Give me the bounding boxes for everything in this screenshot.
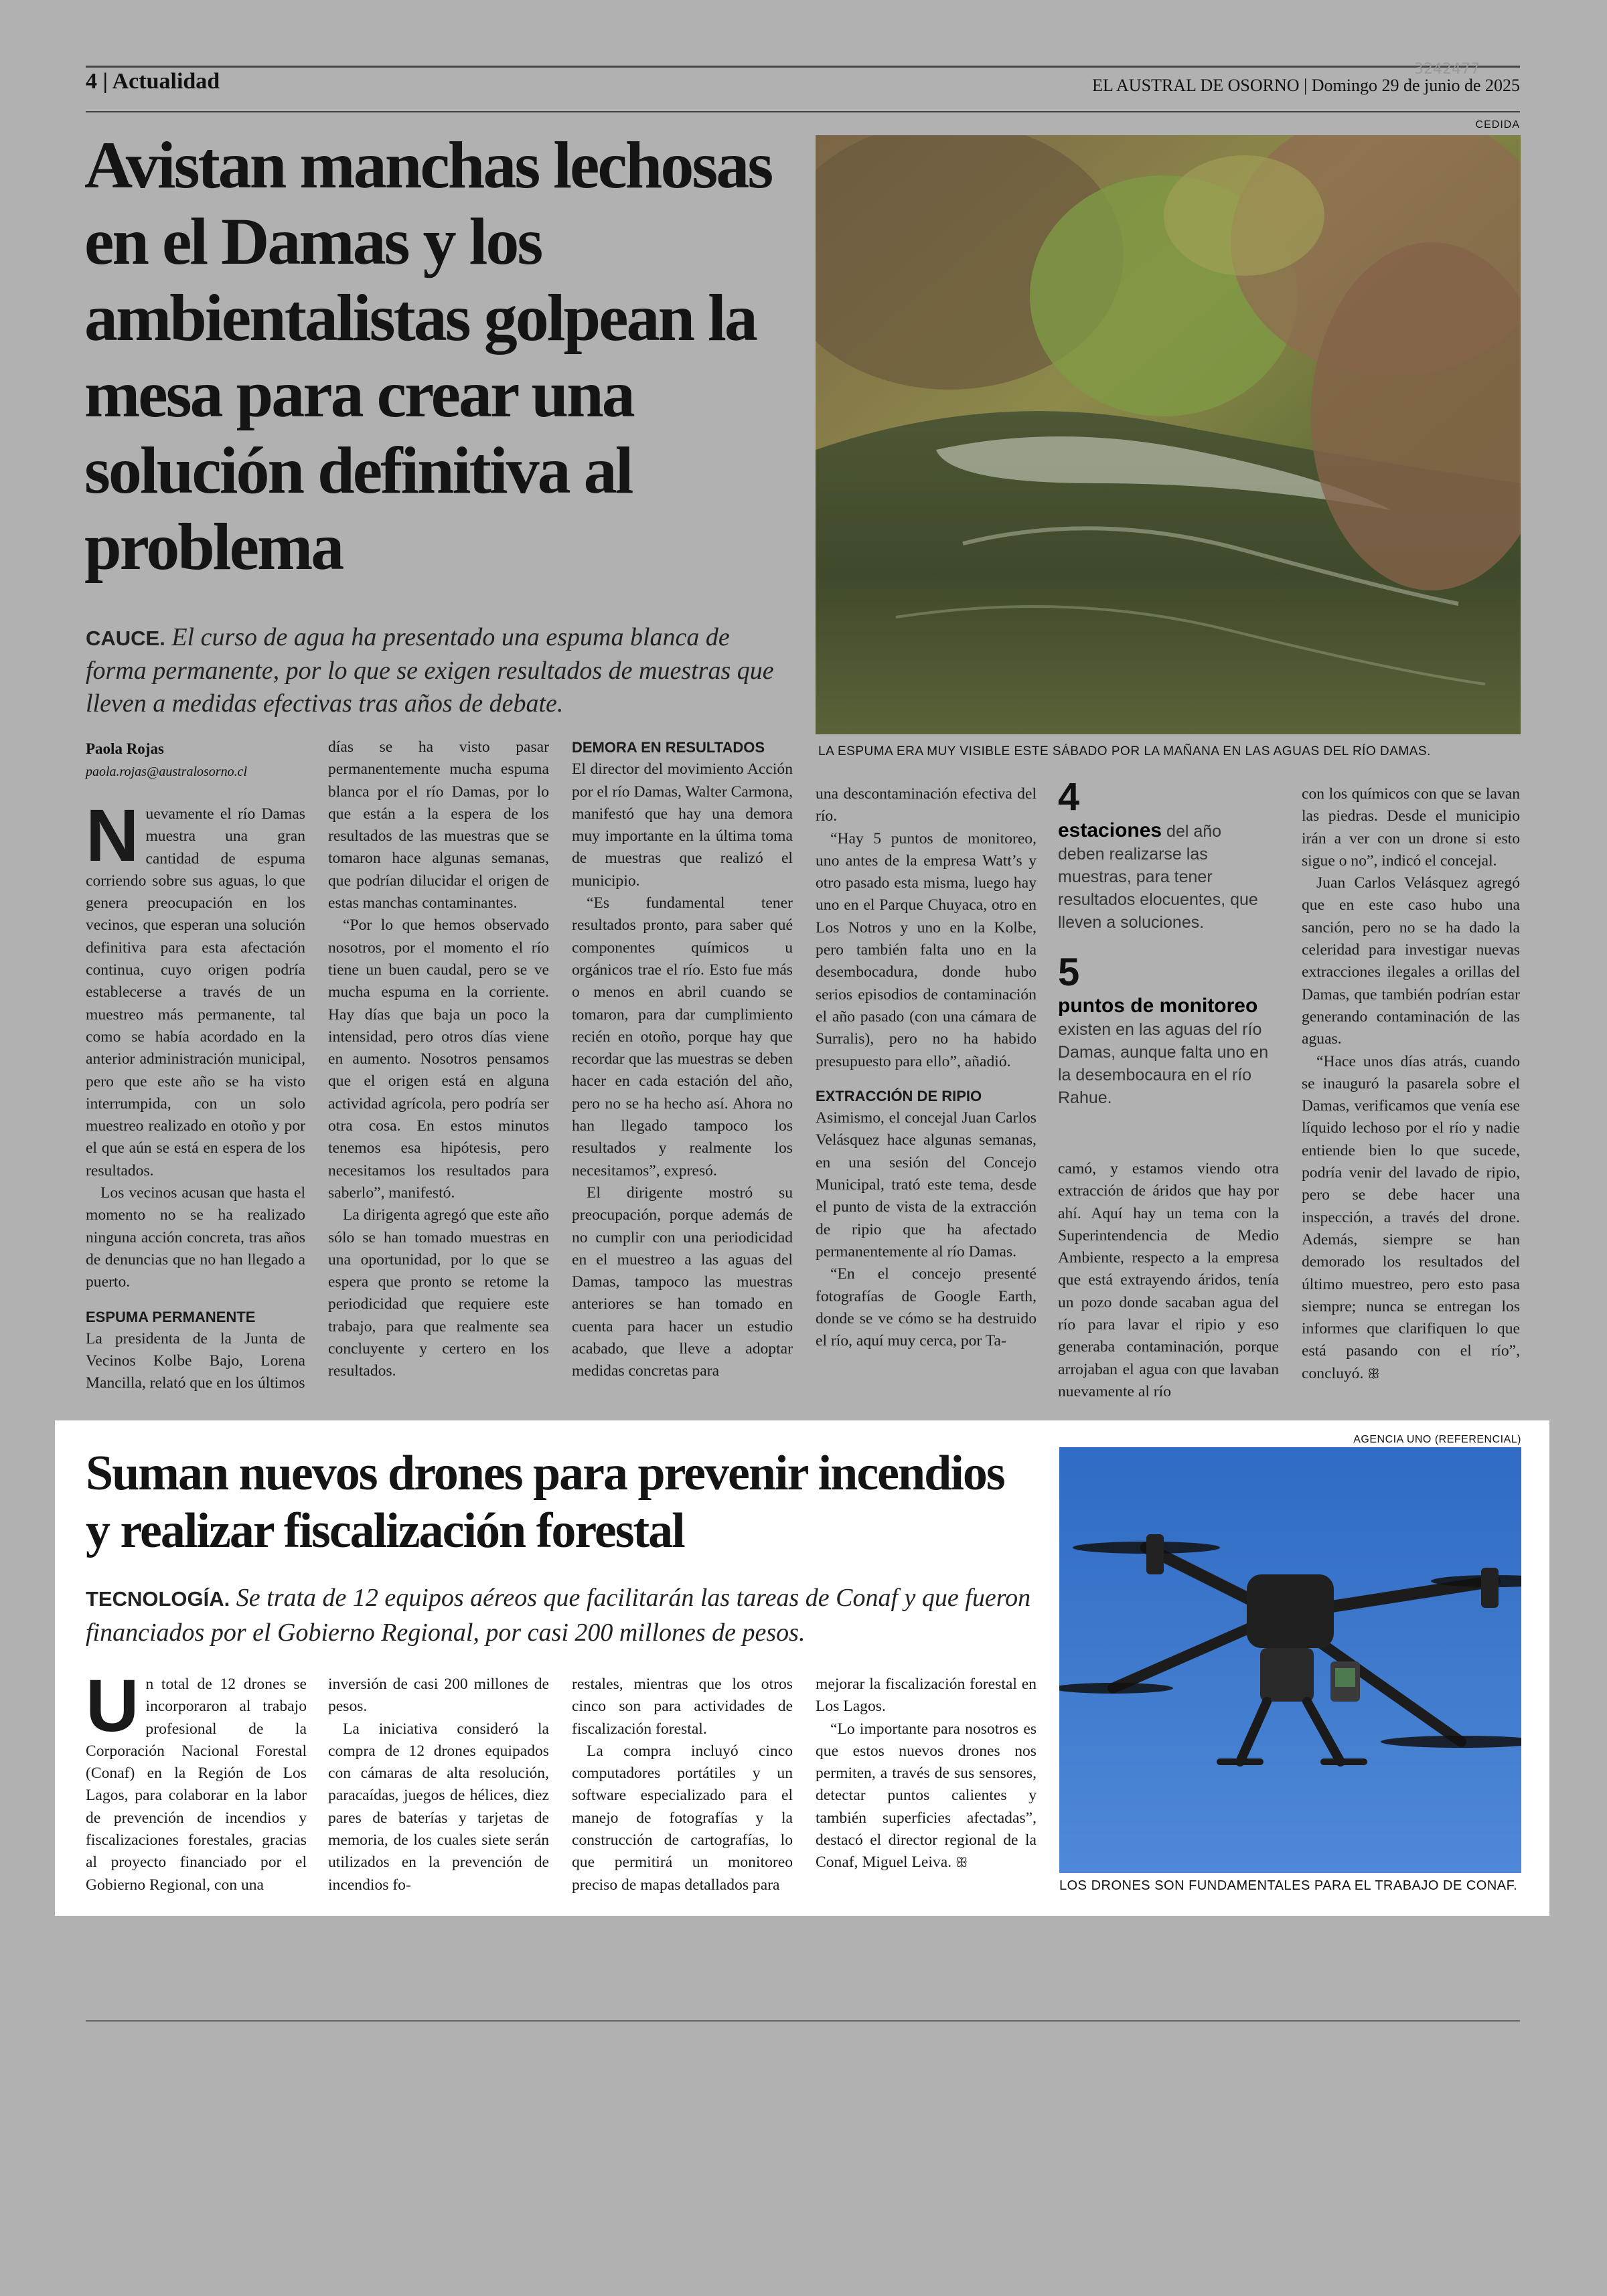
article2-column-3 xyxy=(572,1673,793,1896)
author-email[interactable]: paola.rojas@australosorno.cl xyxy=(86,764,248,779)
page-footer-rule xyxy=(86,2020,1520,2022)
article1-column-3 xyxy=(572,736,793,1383)
end-mark-icon: ꕥ xyxy=(1367,1365,1380,1382)
stat-estaciones xyxy=(1058,775,1272,934)
article1-dropcap: N xyxy=(86,795,139,877)
publication-date: Domingo 29 de junio de 2025 xyxy=(1311,76,1520,95)
article2-column-4 xyxy=(816,1673,1037,1874)
article1-paragraph: La dirigenta agregó que este año sólo se han tomado muestras en una oportunidad, por lo que se espera que pronto se retome la periodicidad que requiere este trabajo, para que realmente sea concluyente y certero en los resultados. xyxy=(328,1206,549,1380)
article1-column-5 xyxy=(1058,1158,1279,1403)
article2-paragraph: “Lo importante para nosotros es que estos nuevos drones nos permiten, a través de sus sensores, detectar puntos calientes y también superficies afectadas”, destacó el director regional de la Conaf, Miguel Leiva. xyxy=(816,1720,1037,1872)
article1-paragraph: Los vecinos acusan que hasta el momento no se ha realizado ninguna acción concreta, tras años de denuncias que no han llegado a puerto. xyxy=(86,1184,305,1291)
article1-paragraph: Asimismo, el concejal Juan Carlos Velásquez hace algunas semanas, en una sesión del Concejo Municipal, trató este tema, desde el punto de vista de la extracción de ripio que ha afectado permanentemente al río Damas. xyxy=(816,1109,1037,1260)
article1-paragraph: La presidenta de la Junta de Vecinos Kolbe Bajo, Lorena Mancilla, relató que en los últimos xyxy=(86,1329,305,1392)
subheading-espuma-permanente: ESPUMA PERMANENTE xyxy=(86,1308,256,1325)
article2-headline: Suman nuevos drones para prevenir incendios y realizar fiscalización forestal xyxy=(86,1446,1004,1558)
article2-paragraph: La iniciativa consideró la compra de 12 drones equipados con cámaras de alta resolución, paracaídas, juegos de hélices, diez pares de baterías y tarjetas de memoria, de los cuales siete serán utilizados en la prevención de incendios fo- xyxy=(328,1720,549,1894)
article1-paragraph: El director del movimiento Acción por el río Damas, Walter Carmona, manifestó que hay una demora muy importante en la última toma de muestras que realizó el municipio. xyxy=(572,760,793,890)
article2-dropcap: U xyxy=(86,1665,139,1747)
river-photo-image xyxy=(816,135,1521,734)
article1-column-1 xyxy=(86,795,305,1395)
article1-paragraph: “En el concejo presenté fotografías de Google Earth, donde se ve cómo se ha destruido el río, aquí muy cerca, por Ta- xyxy=(816,1265,1037,1350)
article1-paragraph: uevamente el río Damas muestra una gran cantidad de espuma corriendo sobre sus aguas, lo que genera preocupación en los vecinos, que esperan una solución definitiva para esta afectación continua, cuyo origen podría establecerse a través de un muestreo más permanente, tal como se había acordado en la anterior administración municipal, pero que este año se ha visto interrumpida, con un solo muestreo realizado en otoño y por el que aún se está en espera de los resultados. xyxy=(86,805,305,1179)
article1-paragraph: Juan Carlos Velásquez agregó que en este caso hubo una sanción, pero no se ha dado la celeridad para investigar nuevas extracciones ilegales a orillas del Damas, que también podrían estar generando contaminación de las aguas. xyxy=(1302,874,1520,1048)
page-header xyxy=(86,61,1520,112)
article2-paragraph: mejorar la fiscalización forestal en Los Lagos. xyxy=(816,1675,1037,1716)
article2-column-2 xyxy=(328,1673,549,1896)
publication-info: EL AUSTRAL DE OSORNO | Domingo 29 de junio de 2025 xyxy=(1092,76,1520,95)
article2-paragraph: inversión de casi 200 millones de pesos. xyxy=(328,1675,549,1716)
article1-photo-credit: CEDIDA xyxy=(1475,119,1520,131)
article2-paragraph: n total de 12 drones se incorporaron al trabajo profesional de la Corporación Nacional Forestal (Conaf) en la Región de Los Lagos, para colaborar en la labor de prevención de incendios y fiscalizaciones forestales, gracias al proyecto financiado por el Gobierno Regional, con una xyxy=(86,1675,307,1894)
stat-text: del año deben realizarse las muestras, para tener resultados elocuentes, que lleven a soluciones. xyxy=(1058,822,1258,932)
article2-column-1 xyxy=(86,1665,307,1896)
end-mark-icon: ꕥ xyxy=(955,1854,968,1871)
article1-column-6 xyxy=(1302,783,1520,1385)
article1-paragraph: “Es fundamental tener resultados pronto, para saber qué componentes químicos u orgánicos trae el río. Esto fue más o menos en abril cuando se tomaron, para dar cumplimiento recién en otoño, porque hay que recordar que las muestras se deben hacer en cada estación del año, pero no se ha hecho así. Ahora no han llegado tampoco los resultados y realmente los necesitamos”, expresó. xyxy=(572,894,793,1179)
article2-paragraph: La compra incluyó cinco computadores portátiles y un software especializado para el manejo de fotografías y la construcción de cartografías, lo que permitirá un monitoreo preciso de mapas detallados para xyxy=(572,1742,793,1894)
article1-headline: Avistan manchas lechosas en el Damas y los ambientalistas golpean la mesa para crear una solución definitiva al problema xyxy=(84,128,772,584)
stat-puntos-monitoreo xyxy=(1058,951,1272,1109)
article1-column-4 xyxy=(816,783,1037,1352)
article2-dek xyxy=(86,1581,1057,1649)
article1-kicker: CAUCE. xyxy=(86,627,165,650)
article1-paragraph: con los químicos con que se lavan las piedras. Desde el municipio irán a ver con un drone si esto sigue o no”, indicó el concejal. xyxy=(1302,785,1520,870)
stat-text: existen en las aguas del río Damas, aunque falta uno en la desembocaura en el río Rahue. xyxy=(1058,1020,1269,1107)
stat-label: puntos de monitoreo xyxy=(1058,995,1258,1017)
article2-dek-text: Se trata de 12 equipos aéreos que facilitarán las tareas de Conaf y que fueron financiados por el Gobierno Regional, por casi 200 millones de pesos. xyxy=(86,1584,1031,1647)
page-code: 3242477 xyxy=(1414,61,1480,78)
article1-paragraph: una descontaminación efectiva del río. xyxy=(816,785,1037,825)
article2-photo-caption: LOS DRONES SON FUNDAMENTALES PARA EL TRABAJO DE CONAF. xyxy=(1059,1878,1518,1893)
publication-name: EL AUSTRAL DE OSORNO xyxy=(1092,76,1300,95)
page-number: 4 xyxy=(86,69,97,94)
article1-photo-caption: LA ESPUMA ERA MUY VISIBLE ESTE SÁBADO POR LA MAÑANA EN LAS AGUAS DEL RÍO DAMAS. xyxy=(818,744,1431,758)
stat-number: 4 xyxy=(1058,775,1080,819)
subheading-extraccion-de-ripio: EXTRACCIÓN DE RIPIO xyxy=(816,1087,982,1104)
subheading-demora-en-resultados: DEMORA EN RESULTADOS xyxy=(572,739,765,756)
article1-paragraph: días se ha visto pasar permanentemente mucha espuma blanca por el río Damas, por lo que están a la espera de los resultados de las muestras que se tomaron hace algunas semanas, que podrían dilucidar el origen de estas manchas contaminantes. xyxy=(328,738,549,912)
drone-photo xyxy=(1059,1447,1521,1873)
article1-dek xyxy=(86,621,795,720)
section-name: Actualidad xyxy=(112,69,220,94)
drone-photo-image xyxy=(1059,1447,1521,1873)
page-section: 4 | Actualidad xyxy=(86,69,220,94)
stat-number: 5 xyxy=(1058,951,1080,994)
article2-kicker: TECNOLOGÍA. xyxy=(86,1587,230,1611)
river-foam-photo xyxy=(816,135,1521,734)
article1-paragraph: “Hace unos días atrás, cuando se inauguró la pasarela sobre el Damas, verificamos que venía ese líquido lechoso por el río y nadie entiende bien lo que sucede, podría venir del lavado de ripio, pero se debe hacer una inspección, a través del drone. Además, siempre se han demorado los resultados del último muestreo, pero esto pasa siempre; nunca se entregan los informes que clarifiquen lo que está pasando con el río”, concluyó. xyxy=(1302,1052,1520,1382)
article1-column-2 xyxy=(328,736,549,1383)
article1-paragraph: “Por lo que hemos observado nosotros, por el momento el río tiene un buen caudal, pero se ve mucha espuma en la corriente. Hay días que baja un poco la intensidad, pero otros días viene en aumento. Nosotros pensamos que el origen está en alguna actividad agrícola, pero podría ser otra cosa. En estos minutos tenemos esa hipótesis, pero necesitamos los resultados para saberlo”, manifestó. xyxy=(328,916,549,1202)
author-name: Paola Rojas xyxy=(86,740,164,757)
stat-label: estaciones xyxy=(1058,819,1162,841)
article1-paragraph: El dirigente mostró su preocupación, porque además de no cumplir con una periodicidad en el muestreo a las aguas del Damas, tampoco las muestras anteriores se han tomado en cuenta para hacer un estudio acabado, que lleve a adoptar medidas concretas para xyxy=(572,1183,793,1380)
article2-photo-credit: AGENCIA UNO (REFERENCIAL) xyxy=(1353,1434,1521,1445)
article1-paragraph: camó, y estamos viendo otra extracción de áridos que hay por ahí. Aquí hay un tema con la Superintendencia de Medio Ambiente, respecto a la empresa que está extrayendo áridos, tenía un pozo donde sacaban agua del río para lavar el ripio y eso generaba contaminación, porque arrojaban el agua con que lavaban nuevamente al río xyxy=(1058,1160,1279,1400)
article1-paragraph: “Hay 5 puntos de monitoreo, uno antes de la empresa Watt’s y otro pasado esta misma, luego hay uno en el Parque Chuyaca, otro en Los Notros y uno en la Kolbe, pero también falta uno en la desembocadura, donde hubo serios episodios de contaminación el año pasado (con una cámara de Surralis), pero no ha habido presupuesto para ello”, añadió. xyxy=(816,829,1037,1070)
article1-dek-text: El curso de agua ha presentado una espuma blanca de forma permanente, por lo que se exigen resultados de muestras que lleven a medidas efectivas tras años de debate. xyxy=(86,623,774,718)
article2-paragraph: restales, mientras que los otros cinco son para actividades de fiscalización forestal. xyxy=(572,1675,793,1738)
